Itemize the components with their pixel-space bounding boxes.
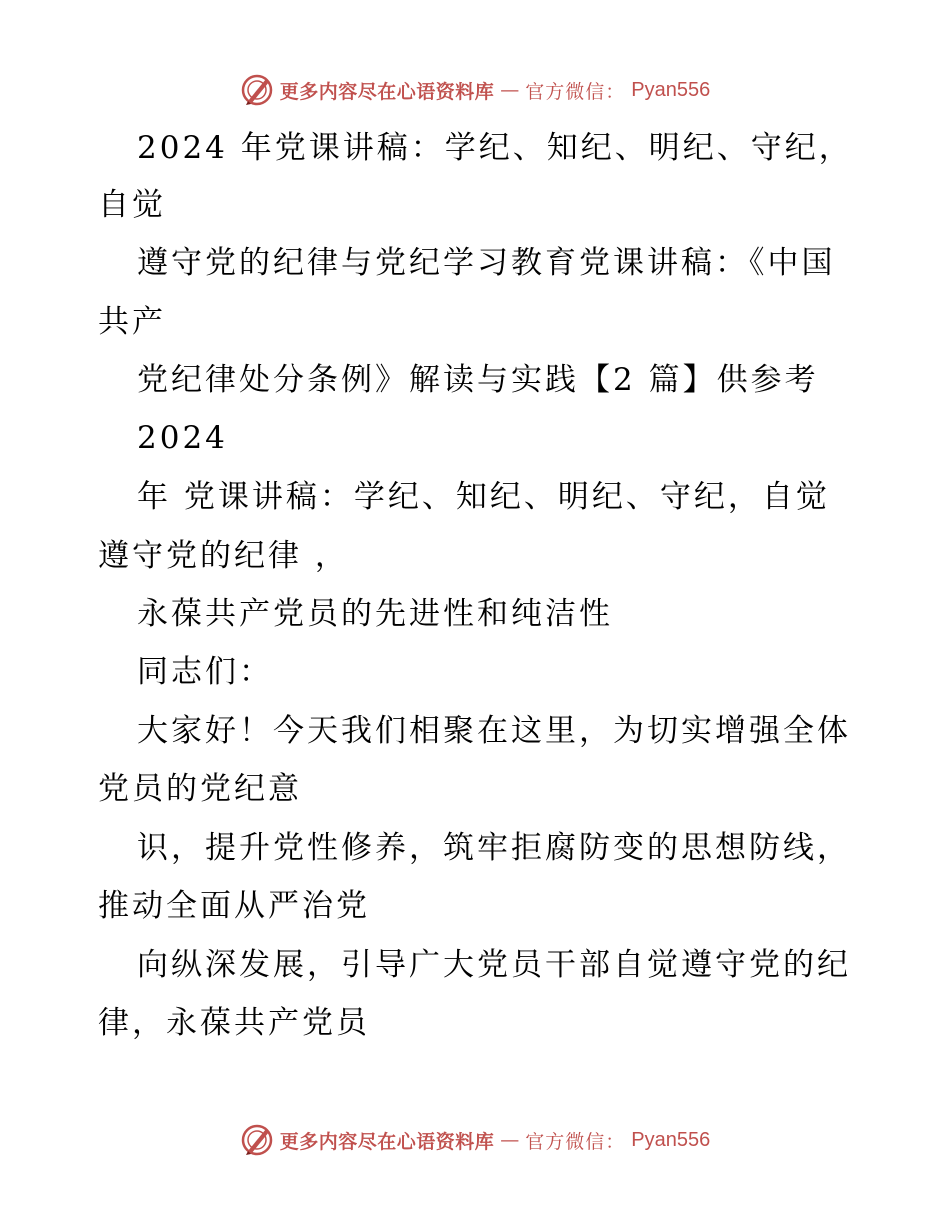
text-line: 永葆共产党员的先进性和纯洁性: [137, 596, 613, 632]
text-line: 推动全面从严治党: [98, 888, 370, 924]
text-line: 遵守党的纪律 ，: [98, 538, 349, 574]
pen-seal-logo-icon: [240, 73, 274, 107]
text-line: 遵守党的纪律与党纪学习教育党课讲稿：《中国: [137, 245, 836, 281]
watermark-wechat-id: Pyan556: [631, 78, 711, 101]
text-line: 2024 年党课讲稿：学纪、知纪、明纪、守纪，: [137, 130, 853, 166]
text-line: 自觉: [98, 187, 166, 223]
header-watermark: [0, 70, 950, 110]
text-line: 年 党课讲稿：学纪、知纪、明纪、守纪，自觉: [137, 479, 830, 515]
text-line: 共产: [98, 304, 166, 340]
watermark-site-text: 更多内容尽在心语资料库: [279, 1130, 495, 1153]
watermark-wechat-id: Pyan556: [631, 1128, 711, 1151]
text-line: 大家好！今天我们相聚在这里，为切实增强全体: [137, 713, 851, 749]
pen-seal-logo-icon: [240, 1123, 274, 1157]
footer-watermark: [0, 1120, 950, 1160]
text-line: 律，永葆共产党员: [98, 1005, 370, 1041]
watermark-dash: —: [500, 1129, 520, 1151]
text-line: 向纵深发展，引导广大党员干部自觉遵守党的纪: [137, 947, 851, 983]
text-line: 识，提升党性修养，筑牢拒腐防变的思想防线，: [137, 830, 851, 866]
text-line: 党纪律处分条例》解读与实践【2 篇】供参考: [137, 362, 819, 398]
text-line: 2024: [137, 420, 228, 456]
watermark-wechat-label: 官方微信：: [525, 80, 626, 103]
watermark-dash: —: [500, 79, 520, 101]
text-line: 同志们：: [137, 654, 273, 690]
watermark-site-text: 更多内容尽在心语资料库: [279, 80, 495, 103]
text-line: 党员的党纪意: [98, 771, 302, 807]
watermark-wechat-label: 官方微信：: [525, 1130, 626, 1153]
